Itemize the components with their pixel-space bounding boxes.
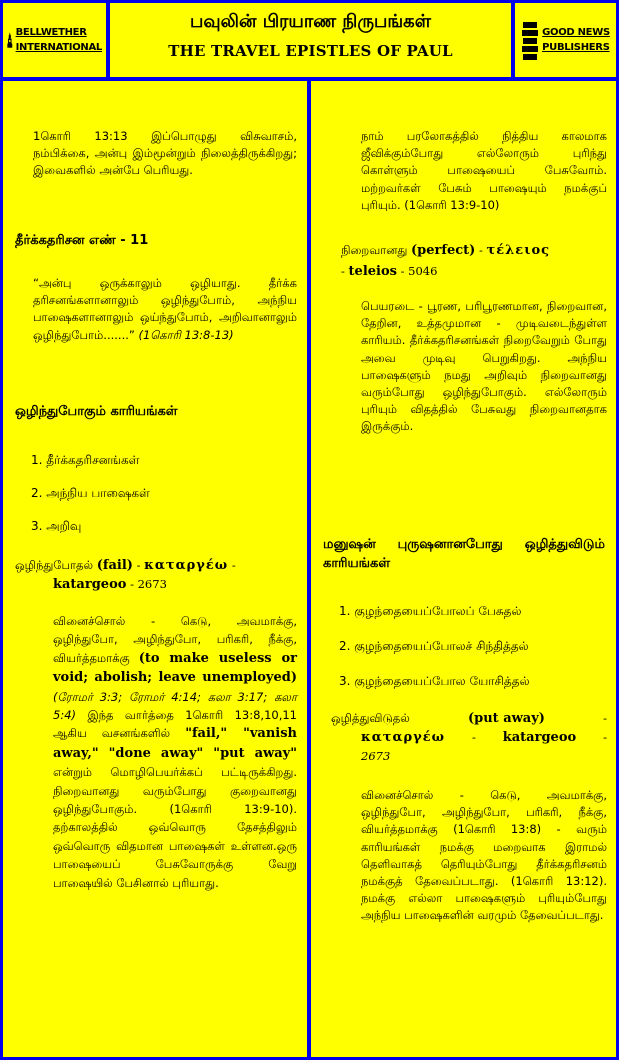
list-item: 2. அந்நிய பாஷைகள்: [31, 486, 150, 500]
perfect-definition: பெயரடை - பூரண, பரிபூரணமான, நிறைவான, தேறின, உத்தமுமான - முடிவடைந்துள்ள காரியம். தீர்க்கதரிசனங்கள் நிறைவேறும் போது அவை முடிவு பெறுகிறது. அந்நிய பாஷைகளும் நமது அறிவும் நிறைவானது வரும்போது ஒழிந்துபோகும். எல்லோரும் புரியும் விதத்தில் பேசுவது நிறைவானதாக இருக்கும்.: [361, 299, 607, 434]
good-news-logo-text: GOOD NEWS PUBLISHERS: [542, 27, 610, 53]
list-item: 1. குழந்தையைப்போலப் பேசுதல்: [339, 604, 522, 618]
bellwether-logo: [3, 3, 106, 77]
manhood-heading: மனுஷன் புருஷனானபோது ஒழித்துவிடும் காரியங்கள்: [323, 537, 605, 571]
list-item: 3. அறிவு: [31, 519, 82, 533]
fail-definition: வினைச்சொல் - கெடு, அவமாக்கு, ஒழிந்துபோ, அழிந்துபோ, பரிகரி, நீக்கு, வியர்த்தமாக்கு (to make useless or void; abolish; leave unemployed) (ரோமர் 3:3; ரோமர் 4:14; கலா 3:17; கலா 5:4) இந்த வார்த்தை 1கொரி 13:8,10,11 ஆகிய வசனங்களில் "fail," "vanish away," "done away" "put away" என்றும் மொழிபெயர்க்கப் பட்டிருக்கிறது. நிறைவானது வரும்போது குறைவானது ஒழிந்துபோகும். (1கொரி 13:9-10). தற்காலத்தில் ஒவ்வொரு தேசத்திலும் ஒவ்வொரு விதமான பாஷைகள் உள்ளன.ஒரு பாஷையைப் பேசுவோருக்கு வேறு பாஷையில் பேசினால் புரியாது.: [53, 614, 297, 890]
word-entry-perfect: நிறைவானது (perfect) - τέλειος - teleios - 5046: [341, 243, 551, 279]
intro-verse: 1கொரி 13:13 இப்பொழுது விசுவாசம், நம்பிக்கை, அன்பு இம்மூன்றும் நிலைத்திருக்கிறது; இவைகளில் அன்பே பெரியது.: [33, 129, 297, 178]
word-entry-fail: ஒழிந்துபோதல் (fail) - καταργέω - katargeoo - 2673: [15, 558, 236, 592]
prophecy-number-heading: தீர்க்கதரிசன எண் - 11: [15, 233, 149, 248]
bellwether-logo-text: BELLWETHER INTERNATIONAL: [15, 27, 102, 53]
love-quote: “அன்பு ஒருக்காலும் ஒழியாது. தீர்க்க தரிசனங்களானாலும் ஒழிந்துபோம், அந்நிய பாஷைகளானாலும் ஒய்ந்துபோம், அறிவானாலும் ஒழிந்துபோம்.......” (1கொரி 13:8-13): [33, 276, 297, 342]
list-item: 3. குழந்தையைப்போல யோசித்தல்: [339, 674, 530, 688]
book-stack-icon: [521, 18, 539, 62]
title-english: THE TRAVEL EPISTLES OF PAUL: [168, 42, 453, 60]
bell-tower-icon: [7, 18, 13, 62]
put-away-definition: வினைச்சொல் - கெடு, அவமாக்கு, ஒழிந்துபோ, அழிந்துபோ, பரிகரி, நீக்கு, வியர்த்தமாக்கு (1கொரி 13:8) - வரும் காரியங்கள் நமக்கு மறைவாக இராமல் தெளிவாகத் தெரியும்போது தீர்க்கதரிசனம் நமக்குத் தேவைப்படாது. (1கொரி 13:12). நமக்கு எல்லா பாஷைகளும் புரியும்போது அந்நிய பாஷைகளின் வரமும் தேவைப்படாது.: [361, 788, 607, 923]
good-news-logo: [515, 3, 616, 77]
continued-text: நாம் பரலோகத்தில் நித்திய காலமாக ஜீவிக்கும்போது எல்லோரும் புரிந்து கொள்ளும் பாஷையைப் பேசுவோம். மற்றவர்கள் பேசும் பாஷையும் நமக்குப் புரியும். (1கொரி 13:9-10): [361, 129, 607, 212]
title-banner: [110, 3, 511, 77]
title-tamil: பவுலின் பிரயாண நிருபங்கள்: [190, 11, 431, 32]
left-column: [3, 81, 307, 1057]
word-entry-put-away: ஒழித்துவிடுதல் (put away) - καταργέω - katargeoo - 2673: [331, 711, 607, 763]
list-item: 2. குழந்தையைப்போலச் சிந்தித்தல்: [339, 639, 529, 653]
list-item: 1. தீர்க்கதரிசனங்கள்: [31, 453, 140, 467]
right-column: [311, 81, 616, 1057]
passing-things-heading: ஒழிந்துபோகும் காரியங்கள்: [15, 404, 178, 419]
